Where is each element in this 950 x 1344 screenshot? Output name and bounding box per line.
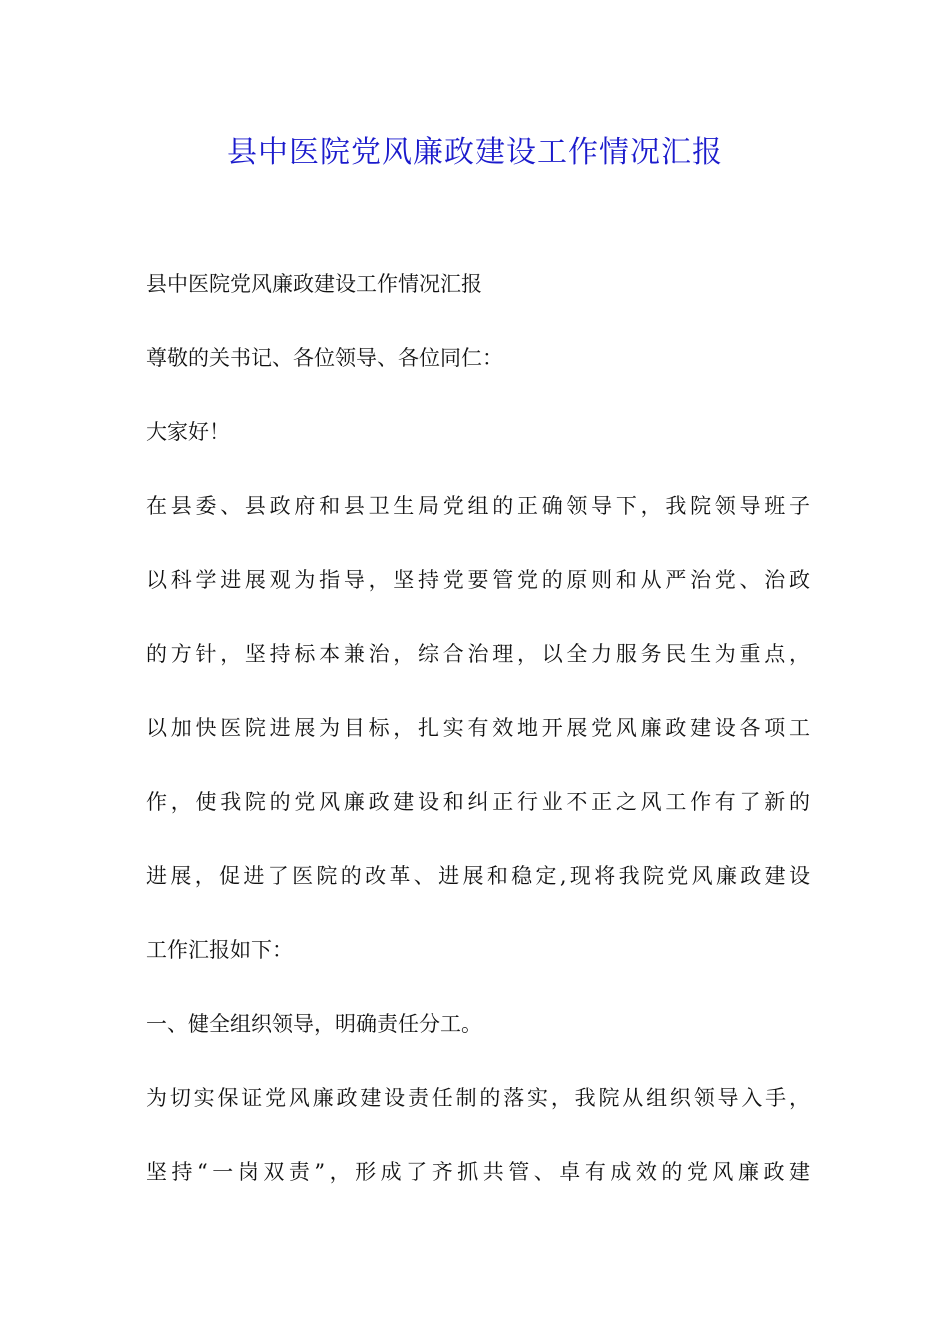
body-line: 坚持“一岗双责”，形成了齐抓共管、卓有成效的党风廉政建 [146,1160,810,1184]
body-line: 县中医院党风廉政建设工作情况汇报 [146,272,482,296]
section-heading: 一、健全组织领导，明确责任分工。 [146,1012,482,1036]
document-title: 县中医院党风廉政建设工作情况汇报 [227,135,723,170]
document-body [146,262,810,1224]
body-line: 以科学进展观为指导，坚持党要管党的原则和从严治党、治政 [146,568,810,592]
body-line: 的方针，坚持标本兼治，综合治理，以全力服务民生为重点， [146,642,810,666]
body-line: 为切实保证党风廉政建设责任制的落实，我院从组织领导入手， [146,1086,810,1110]
body-line: 以加快医院进展为目标，扎实有效地开展党风廉政建设各项工 [146,716,810,740]
body-line: 大家好！ [146,420,230,444]
body-line: 进展，促进了医院的改革、进展和稳定,现将我院党风廉政建设 [146,864,810,888]
body-line: 作，使我院的党风廉政建设和纠正行业不正之风工作有了新的 [146,790,810,814]
body-line: 尊敬的关书记、各位领导、各位同仁： [146,346,503,370]
body-line: 工作汇报如下： [146,938,293,962]
body-line: 在县委、县政府和县卫生局党组的正确领导下，我院领导班子 [146,494,810,518]
